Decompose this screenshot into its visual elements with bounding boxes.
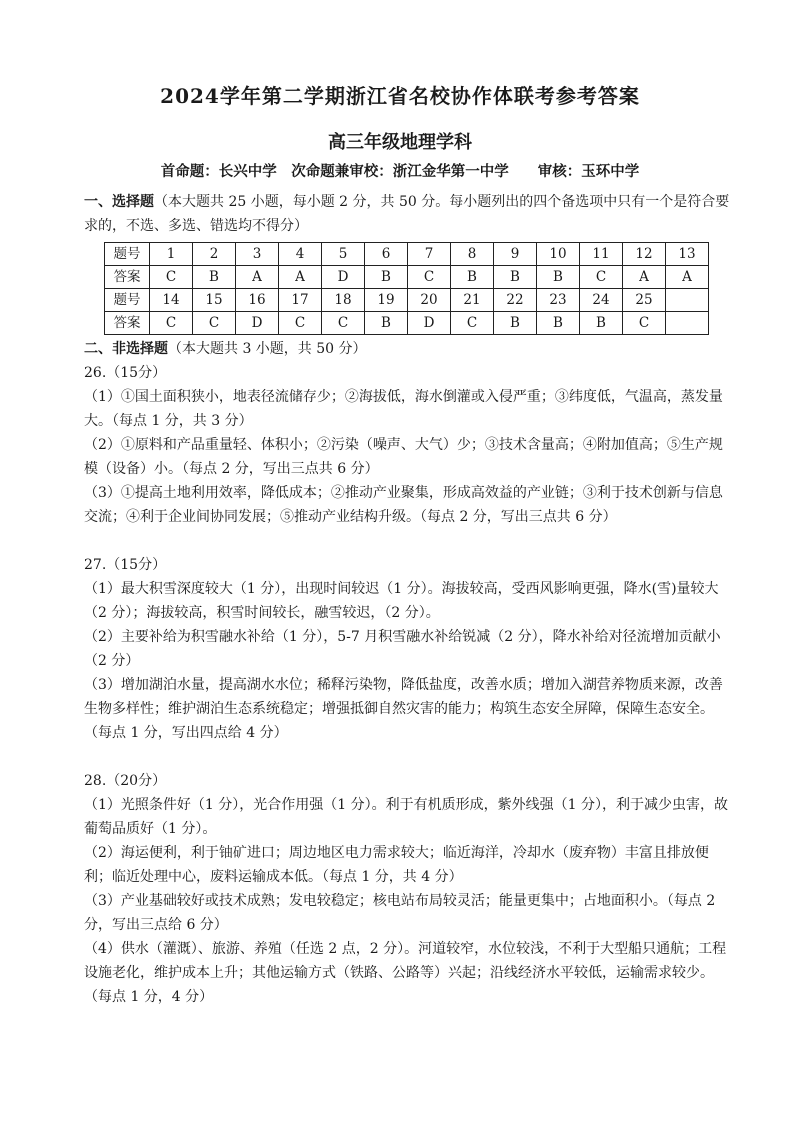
answer-cell: B: [365, 266, 408, 289]
answer-part: （1）①国土面积狭小，地表径流储存少；②海拔低，海水倒灌或入侵严重；③纬度低，气温高，蒸发量大。（每点 1 分，共 3 分）: [84, 389, 723, 429]
question-number-cell: 13: [666, 243, 709, 266]
answer-cell: A: [666, 266, 709, 289]
question-number-cell: 6: [365, 243, 408, 266]
question-number-cell: 1: [150, 243, 193, 266]
answer-cell: B: [537, 266, 580, 289]
question-number: 27.（15分）: [84, 557, 167, 573]
question-number-cell: 10: [537, 243, 580, 266]
question-spacer: [84, 745, 734, 769]
page-subtitle: 高三年级地理学科: [328, 132, 472, 153]
section1-heading: 一、选择题: [84, 194, 154, 210]
section2-description: （本大题共 3 小题，共 50 分）: [168, 341, 367, 357]
answer-part: （1）最大积雪深度较大（1 分），出现时间较迟（1 分）。海拔较高，受西风影响更强，降水(雪)量较大（2 分）；海拔较高，积雪时间较长，融雪较迟，（2 分）。: [84, 581, 719, 621]
answer-table: [104, 242, 709, 335]
answer-cell: A: [623, 266, 666, 289]
exam-credits: 首命题：长兴中学 次命题兼审校：浙江金华第一中学 审核：玉环中学: [160, 163, 640, 180]
question-number-cell: 20: [408, 289, 451, 312]
answer-cell: D: [322, 266, 365, 289]
answer-row-label: 答案: [105, 266, 150, 289]
question-number-cell: 8: [451, 243, 494, 266]
question-number-cell: 12: [623, 243, 666, 266]
answer-cell: C: [193, 312, 236, 335]
question-number-cell: 7: [408, 243, 451, 266]
answer-cell: C: [150, 266, 193, 289]
question-number-cell: 21: [451, 289, 494, 312]
answer-cell: B: [494, 312, 537, 335]
question-number-row: [105, 243, 709, 266]
answer-cell: A: [279, 266, 322, 289]
answer-cell: A: [236, 266, 279, 289]
answer-cell: B: [494, 266, 537, 289]
answer-cell: B: [451, 266, 494, 289]
answer-part: （2）①原料和产品重量轻、体积小；②污染（噪声、大气）少；③技术含量高；④附加值高；⑤生产规模（设备）小。（每点 2 分，写出三点共 6 分）: [84, 437, 723, 477]
question-number-cell: 23: [537, 289, 580, 312]
question-number-cell: 24: [580, 289, 623, 312]
answer-cell: [666, 312, 709, 335]
answer-cell: C: [150, 312, 193, 335]
question-number-cell: 18: [322, 289, 365, 312]
answer-part: （3）增加湖泊水量，提高湖水水位；稀释污染物，降低盐度，改善水质；增加入湖营养物质来源，改善生物多样性；维护湖泊生态系统稳定；增强抵御自然灾害的能力；构筑生态安全屏障，保障生态安全。（每点 1 分，写出四点给 4 分）: [84, 677, 723, 741]
answer-cell: D: [236, 312, 279, 335]
answer-cell: B: [537, 312, 580, 335]
answer-row: [105, 266, 709, 289]
answer-cell: D: [408, 312, 451, 335]
answer-cell: B: [193, 266, 236, 289]
question-number-cell: 2: [193, 243, 236, 266]
question-number-row-label: 题号: [105, 243, 150, 266]
section1-description: （本大题共 25 小题，每小题 2 分，共 50 分。每小题列出的四个备选项中只有一个是符合要求的，不选、多选、错选均不得分）: [84, 194, 730, 234]
question-number-cell: 19: [365, 289, 408, 312]
question-number-cell: 22: [494, 289, 537, 312]
answer-cell: C: [279, 312, 322, 335]
question-number-cell: 17: [279, 289, 322, 312]
answer-cell: B: [580, 312, 623, 335]
page-title: 2024学年第二学期浙江省名校协作体联考参考答案: [160, 84, 640, 108]
answer-body: [84, 190, 734, 1009]
answer-part: （4）供水（灌溉）、旅游、养殖（任选 2 点，2 分）。河道较窄，水位较浅，不利于大型船只通航；工程设施老化，维护成本上升；其他运输方式（铁路、公路等）兴起；沿线经济水平较低，运输需求较少。（每点 1 分，4 分）: [84, 941, 727, 1005]
section2-intro: [84, 337, 734, 361]
answer-part: （2）主要补给为积雪融水补给（1 分），5-7 月积雪融水补给锐减（2 分），降水补给对径流增加贡献小（2 分）: [84, 629, 721, 669]
question-number-cell: 11: [580, 243, 623, 266]
question-list: [84, 361, 734, 1009]
answer-part: （2）海运便利，利于铀矿进口；周边地区电力需求较大；临近海洋，冷却水（废弃物）丰富且排放便利；临近处理中心，废料运输成本低。（每点 1 分，共 4 分）: [84, 845, 709, 885]
answer-part: （3）①提高土地利用效率，降低成本；②推动产业聚集，形成高效益的产业链；③利于技术创新与信息交流；④利于企业间协同发展；⑤推动产业结构升级。（每点 2 分，写出三点共 6 分）: [84, 485, 723, 525]
question-number: 26.（15分）: [84, 365, 167, 381]
section1-intro: [84, 190, 734, 238]
question-number-cell: 5: [322, 243, 365, 266]
question-number-cell: 15: [193, 289, 236, 312]
question-spacer: [84, 529, 734, 553]
answer-cell: C: [580, 266, 623, 289]
answer-cell: C: [408, 266, 451, 289]
question-number-cell: 14: [150, 289, 193, 312]
answer-cell: C: [322, 312, 365, 335]
question-number-cell: 16: [236, 289, 279, 312]
question-number-cell: 9: [494, 243, 537, 266]
answer-row-label: 答案: [105, 312, 150, 335]
answer-cell: B: [365, 312, 408, 335]
answer-part: （1）光照条件好（1 分），光合作用强（1 分）。利于有机质形成，紫外线强（1 分），利于减少虫害，故葡萄品质好（1 分）。: [84, 797, 728, 837]
section2-heading: 二、非选择题: [84, 341, 168, 357]
answer-cell: C: [623, 312, 666, 335]
question-number-cell: 4: [279, 243, 322, 266]
question-number-row: [105, 289, 709, 312]
question-number: 28.（20分）: [84, 773, 167, 789]
answer-cell: C: [451, 312, 494, 335]
question-number-cell: [666, 289, 709, 312]
question-number-row-label: 题号: [105, 289, 150, 312]
answer-part: （3）产业基础较好或技术成熟；发电较稳定；核电站布局较灵活；能量更集中；占地面积小。（每点 2 分，写出三点给 6 分）: [84, 893, 716, 933]
question-number-cell: 25: [623, 289, 666, 312]
answer-row: [105, 312, 709, 335]
question-number-cell: 3: [236, 243, 279, 266]
